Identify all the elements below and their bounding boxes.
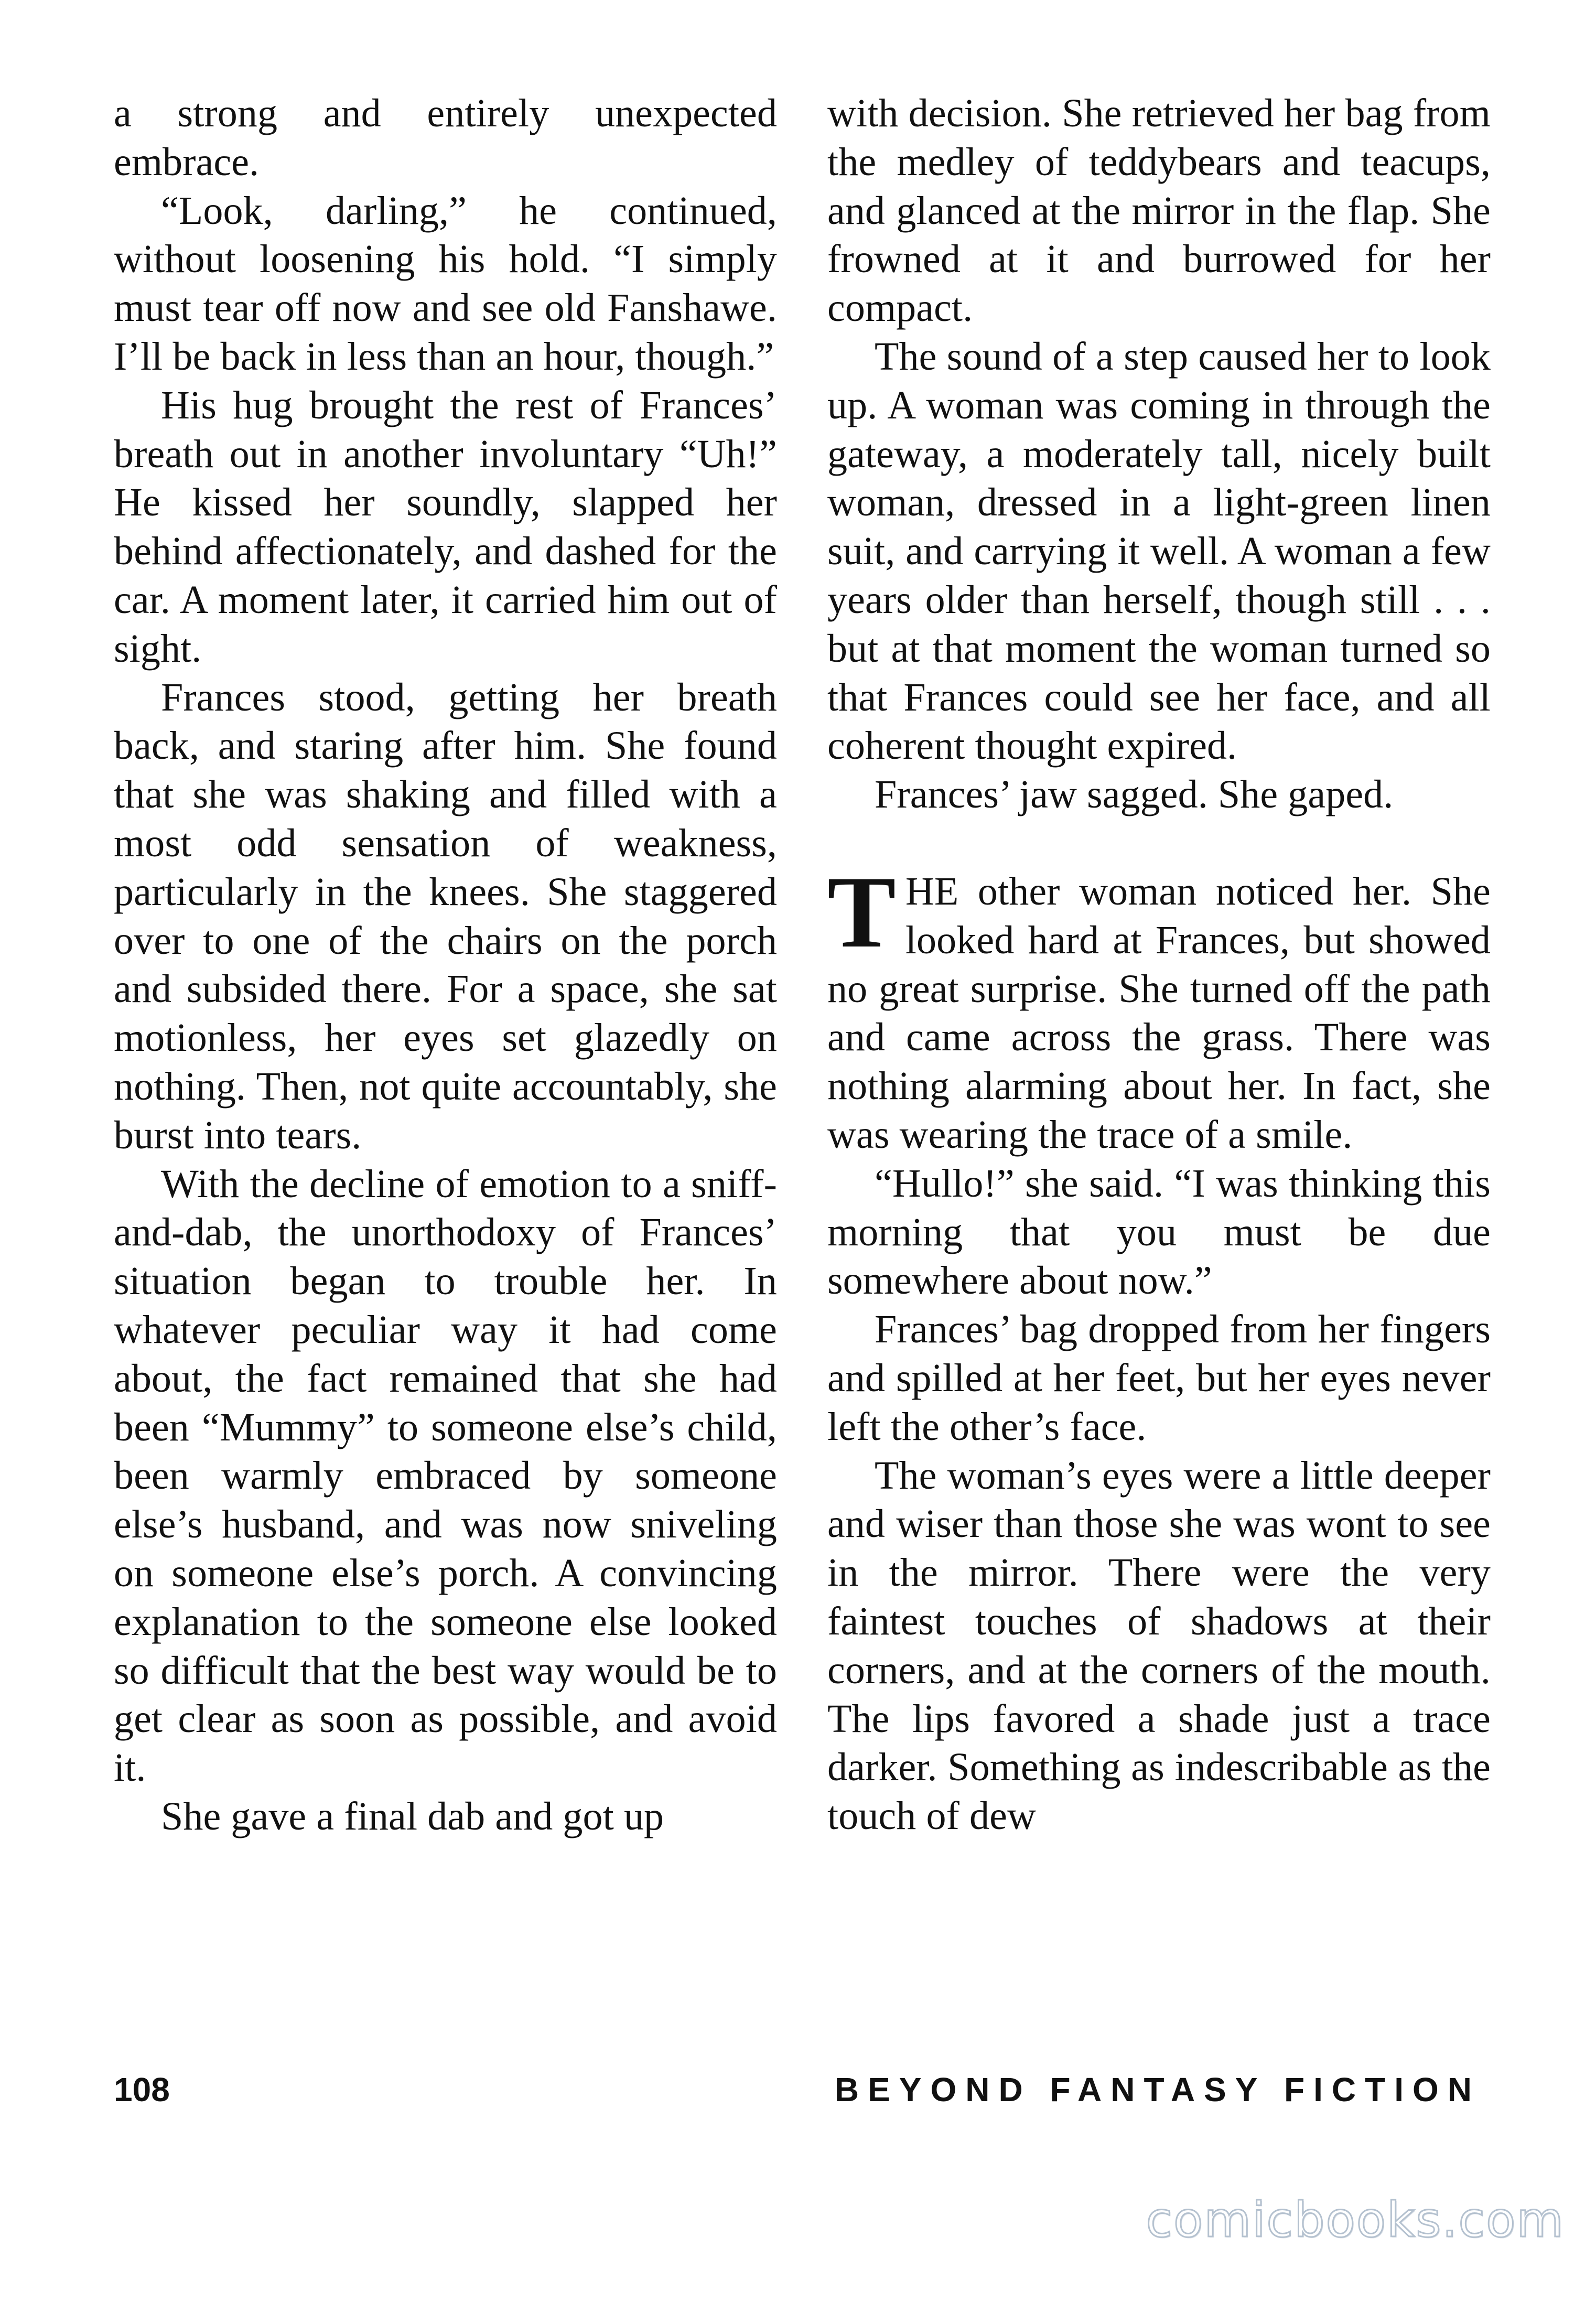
- page-number: 108: [114, 2071, 170, 2109]
- section-opening-text: HE other woman noticed her. She looked hard at Frances, but showed no great surprise. She turned off the path and came across the grass. There was nothing alarming about her. In fact, she was wearing the trace of a smile.: [827, 869, 1491, 1157]
- section-opening-paragraph: [827, 855, 1491, 1159]
- paragraph: His hug brought the rest of Frances’ breath out in another involuntary “Uh!” He kissed her soundly, slapped her behind affectionately, and dashed for the car. A moment later, it carried him out of sight.: [114, 383, 777, 671]
- left-text-column: [114, 89, 777, 1841]
- paragraph: with decision. She retrieved her bag from the medley of teddybears and teacups, and glanced at the mirror in the flap. She frowned at it and burrowed for her compact.: [827, 91, 1491, 330]
- paragraph: Frances stood, getting her breath back, and staring after him. She found that she was shaking and filled with a most odd sensation of weakness, particularly in the knees. She staggered over to one of the chairs on the porch and subsided there. For a space, she sat motionless, her eyes set glazedly on nothing. Then, not quite accountably, she burst into tears.: [114, 675, 777, 1157]
- paragraph: “Look, darling,” he continued, without loosening his hold. “I simply must tear off now and see old Fanshawe. I’ll be back in less than an hour, though.”: [114, 188, 777, 379]
- right-text-column: [827, 89, 1491, 1841]
- paragraph: Frances’ jaw sagged. She gaped.: [875, 772, 1394, 817]
- paragraph: “Hullo!” she said. “I was thinking this morning that you must be due somewhere about now.”: [827, 1161, 1491, 1303]
- paragraph: With the decline of emotion to a sniff-and-dab, the unorthodoxy of Frances’ situation began to trouble her. In whatever peculiar way it had come about, the fact remained that she had been “Mummy” to someone else’s child, been warmly embraced by someone else’s husband, and was now sniveling on someone else’s porch. A convincing explanation to the someone else looked so difficult that the best way would be to get clear as soon as possible, and avoid it.: [114, 1161, 777, 1790]
- drop-cap: T: [827, 855, 896, 969]
- paragraph: a strong and entirely unexpected embrace.: [114, 91, 777, 184]
- running-title: BEYOND FANTASY FICTION: [834, 2071, 1481, 2109]
- paragraph: The sound of a step caused her to look up. A woman was coming in through the gateway, a moderately tall, nicely built woman, dressed in a light-green linen suit, and carrying it well. A woman a few years older than herself, though still . . . but at that moment the woman turned so that Frances could see her face, and all coherent thought expired.: [827, 334, 1491, 768]
- watermark: comicbooks.com: [1146, 2192, 1565, 2248]
- paragraph: Frances’ bag dropped from her fingers and spilled at her feet, but her eyes never left the other’s face.: [827, 1307, 1491, 1449]
- paragraph: The woman’s eyes were a little deeper and wiser than those she was wont to see in the mirror. There were the very faintest touches of shadows at their corners, and at the corners of the mouth. The lips favored a shade just a trace darker. Something as indescribable as the touch of dew: [827, 1453, 1491, 1838]
- paragraph: She gave a final dab and got up: [161, 1794, 664, 1838]
